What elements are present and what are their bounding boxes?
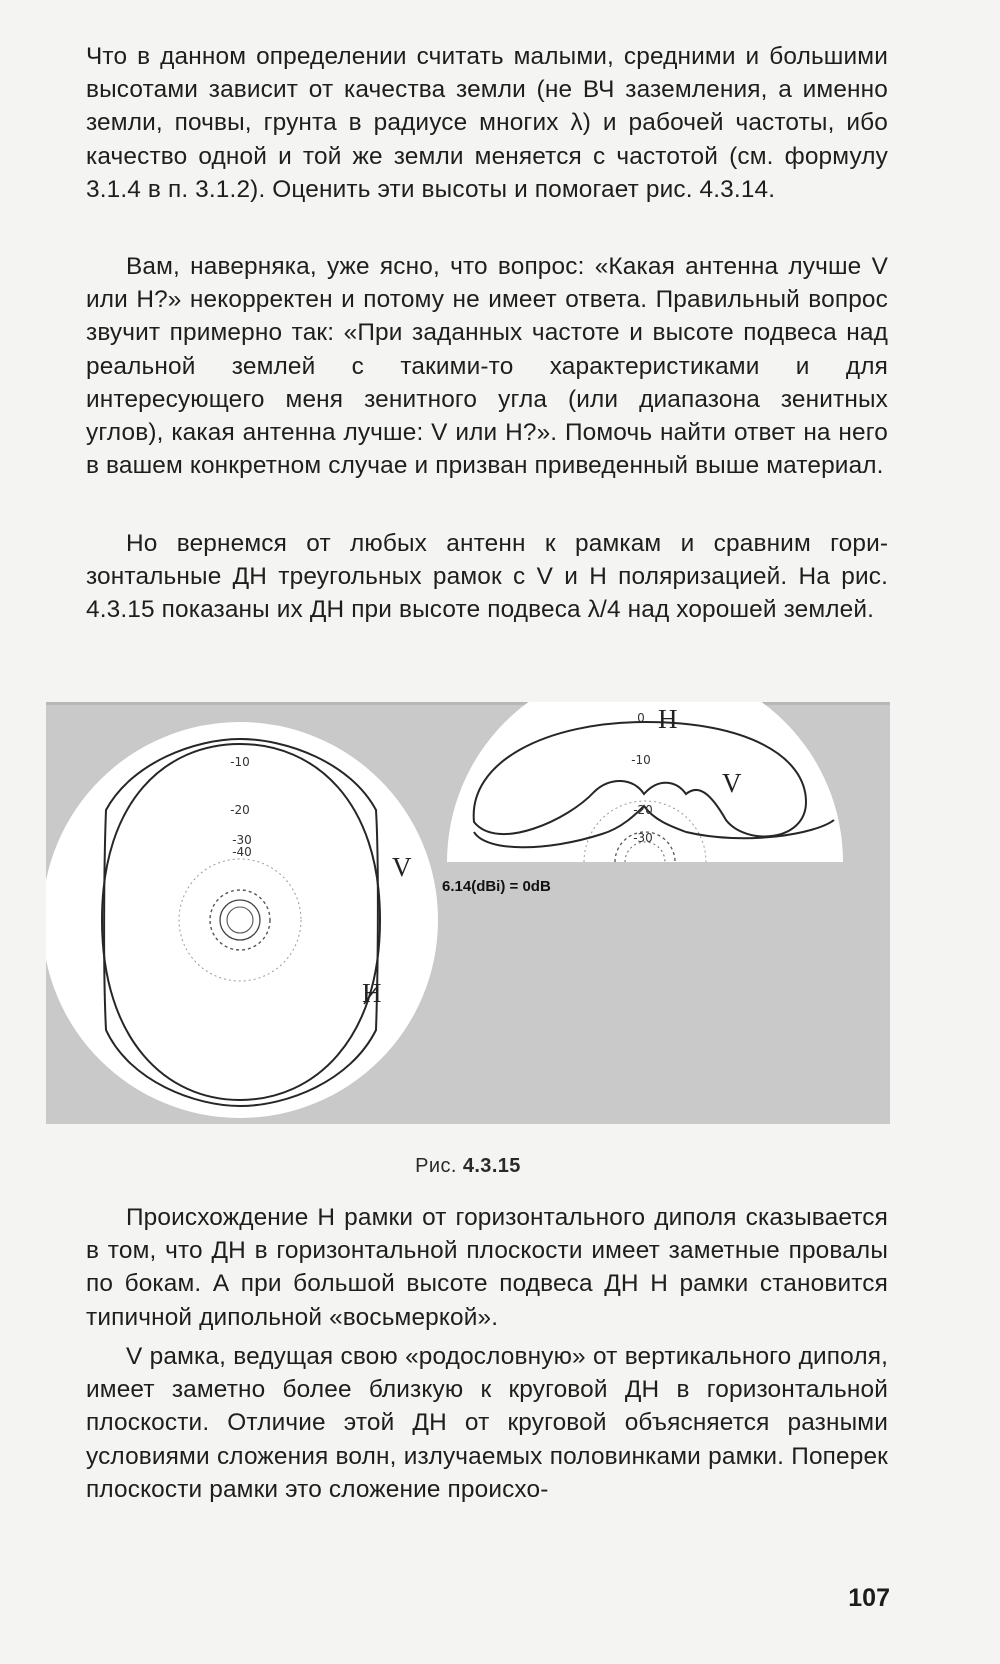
right-ring-label: -30 <box>633 831 653 845</box>
left-label-v: V <box>392 852 412 882</box>
left-ring-label: -20 <box>230 803 250 817</box>
figure-caption <box>0 1155 936 1178</box>
right-ring-label: -20 <box>633 803 653 817</box>
left-ring-label: -30 <box>232 833 252 847</box>
left-ring-label: -40 <box>232 845 252 859</box>
caption-prefix: Рис. <box>415 1155 457 1177</box>
right-label-h: H <box>658 704 678 734</box>
left-label-h: H <box>362 978 382 1008</box>
paragraph-h-loop-origin: Происхождение H рамки от горизонтального диполя сказывается в том, что ДН в горизонтальной плоскости имеет заметные провалы по бокам. А при большой высоте подвеса ДН H рамки становится типичной дипольной «восьмеркой». <box>86 1204 888 1331</box>
right-plot-ground <box>444 862 890 1124</box>
paragraph-heights-quality: Что в данном определении считать малыми, средними и большими высотами зависит от качества земли (не ВЧ заземления, а именно земли, почвы, грунта в радиусе многих λ) и рабочей частоты, ибо качество одной и той же земли меняется с частотой (см. формулу 3.1.4 в п. 3.1.2). Оценить эти высоты и помогает рис. 4.3.14. <box>86 43 888 203</box>
left-polar-plot <box>46 722 438 1118</box>
page-number: 107 <box>848 1584 890 1612</box>
paragraph-v-loop-origin: V рамка, ведущая свою «родословную» от вертикального диполя, имеет заметно более близкую к круговой ДН в горизонтальной плоскости. Отличие этой ДН от круговой объясняется разными условиями сложения волн, излучаемых половинками рамки. Поперек плоскости рамки это сложение происхо- <box>86 1343 888 1503</box>
paragraph-which-antenna-better: Вам, наверняка, уже ясно, что вопрос: «Какая антенна лучше V или H?» некорректен и потому не имеет ответа. Правильный вопрос звучит примерно так: «При заданных частоте и высоте подвеса над реальной землей с такими-то характеристиками и для интересующего меня зенитного угла (или диапазона зенитных углов), какая антенна лучше: V или H?». Помочь найти ответ на него в вашем конкретном случае и призван приведенный выше материал. <box>86 253 888 480</box>
right-label-v: V <box>722 768 742 798</box>
figure-4-3-15-radiation-patterns <box>46 702 890 1124</box>
right-ring-label: 0 <box>637 711 645 725</box>
paragraph-compare-loops: Но вернемся от любых антенн к рамкам и сравним горизонтальные ДН треугольных рамок с V и H поляризацией. На рис. 4.3.15 показаны их ДН при высоте подвеса λ/4 над хорошей землей. <box>86 530 888 624</box>
gain-reference-note: 6.14(dBi) = 0dB <box>442 878 551 895</box>
left-ring-label: -10 <box>230 755 250 769</box>
right-ring-label: -10 <box>631 753 651 767</box>
caption-number: 4.3.15 <box>462 1155 521 1177</box>
